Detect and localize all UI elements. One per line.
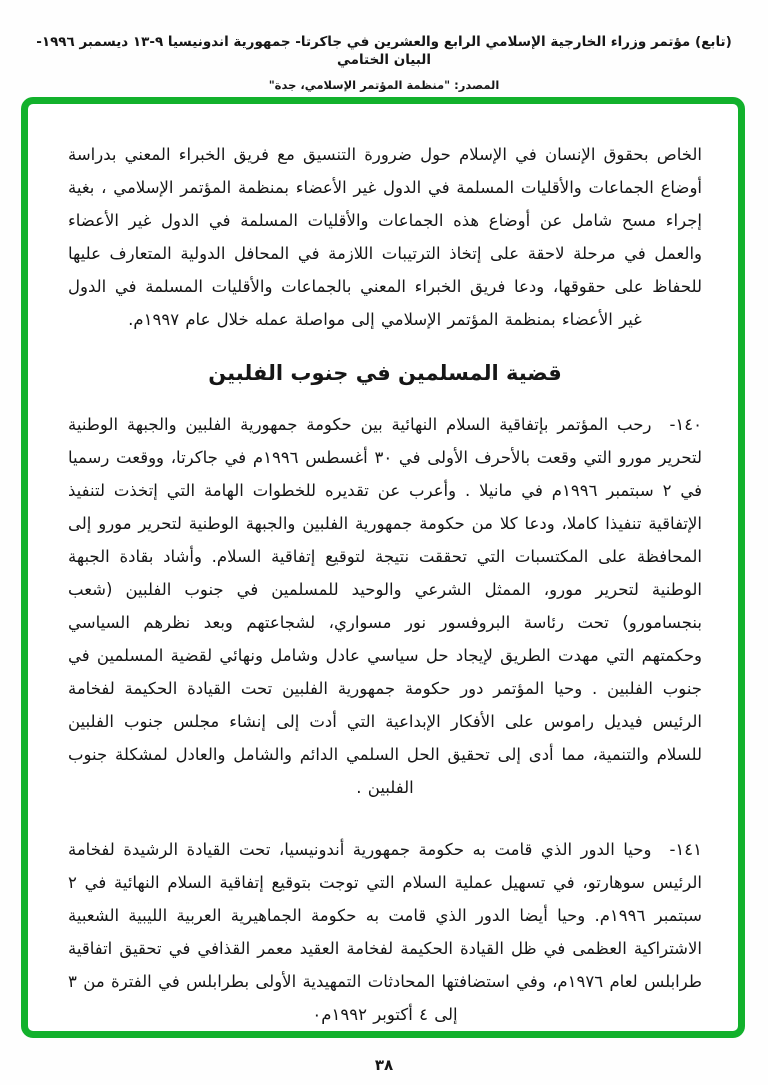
document-title: (تابع) مؤتمر وزراء الخارجية الإسلامي الرابع والعشرين في جاكرتا- جمهورية اندونيسيا ٩-١٣ ديسمبر ١٩٩٦-البيان الختامي bbox=[36, 34, 732, 69]
paragraph-141 bbox=[68, 833, 702, 1031]
document-header bbox=[0, 33, 768, 92]
page-number: ٣٨ bbox=[374, 1056, 394, 1074]
document-body bbox=[28, 104, 738, 1031]
paragraph-140-number: ١٤٠- bbox=[669, 415, 702, 434]
content-frame bbox=[21, 97, 745, 1038]
paragraph-continuation: الخاص بحقوق الإنسان في الإسلام حول ضرورة التنسيق مع فريق الخبراء المعني بدراسة أوضاع الجماعات والأقليات المسلمة في الدول غير الأعضاء بمنظمة المؤتمر الإسلامي ، بغية إجراء مسح شامل عن أوضاع هذه الجماعات والأقليات المسلمة في الدول غير الأعضاء والعمل في مرحلة لاحقة على إتخاذ الترتيبات اللازمة في المحافل الدولية المتعارف عليها للحفاظ على حقوقها، ودعا فريق الخبراء المعني بالجماعات والأقليات المسلمة في الدول غير الأعضاء بمنظمة المؤتمر الإسلامي إلى مواصلة عمله خلال عام ١٩٩٧م. bbox=[68, 145, 702, 329]
paragraph-140-text: رحب المؤتمر بإتفاقية السلام النهائية بين حكومة جمهورية الفلبين والجبهة الوطنية لتحرير مورو التي وقعت بالأحرف الأولى في ٣٠ أغسطس ١٩٩٦م في جاكرتا، ووقعت رسميا في ٢ سبتمبر ١٩٩٦م في مانيلا . وأعرب عن تقديره للخطوات الهامة التي إتخذت لتنفيذ الإتفاقية تنفيذا كاملا، ودعا كلا من حكومة جمهورية الفلبين والجبهة الوطنية لتحرير مورو إلى المحافظة على المكتسبات التي تحققت نتيجة لتوقيع إتفاقية السلام. وأشاد بقادة الجبهة الوطنية لتحرير مورو، الممثل الشرعي والوحيد للمسلمين في جنوب الفلبين (شعب بنجسامورو) تحت رئاسة البروفسور نور مسواري، لشجاعتهم وبعد نظرهم السياسي وحكمتهم التي مهدت الطريق لإيجاد حل سياسي عادل وشامل ونهائي لقضية المسلمين في جنوب الفلبين . وحيا المؤتمر دور حكومة جمهورية الفلبين تحت القيادة الحكيمة لفخامة الرئيس فيديل راموس على الأفكار الإبداعية التي أدت إلى إنشاء مجلس جنوب الفلبين للسلام والتنمية، مما أدى إلى تحقيق الحل السلمي الدائم والشامل والعادل لمشكلة جنوب الفلبين . bbox=[68, 415, 702, 797]
document-source: المصدر: "منظمة المؤتمر الإسلامي، جدة" bbox=[268, 78, 500, 93]
paragraph-141-number: ١٤١- bbox=[669, 840, 702, 859]
paragraph-141-text: وحيا الدور الذي قامت به حكومة جمهورية أندونيسيا، تحت القيادة الرشيدة لفخامة الرئيس سوهارتو، في تسهيل عملية السلام التي توجت بتوقيع إتفاقية السلام النهائية في ٢ سبتمبر ١٩٩٦م. وحيا أيضا الدور الذي قامت به حكومة الجماهيرية العربية الليبية الشعبية الاشتراكية العظمى في ظل القيادة الحكيمة لفخامة العقيد معمر القذافي في تحقيق اتفاقية طرابلس لعام ١٩٧٦م، وفي استضافتها المحادثات التمهيدية الأولى بطرابلس في الفترة من ٣ إلى ٤ أكتوبر ١٩٩٢م٠ bbox=[68, 840, 702, 1024]
paragraph-140 bbox=[68, 408, 702, 804]
section-heading: قضية المسلمين في جنوب الفلبين bbox=[208, 361, 562, 385]
